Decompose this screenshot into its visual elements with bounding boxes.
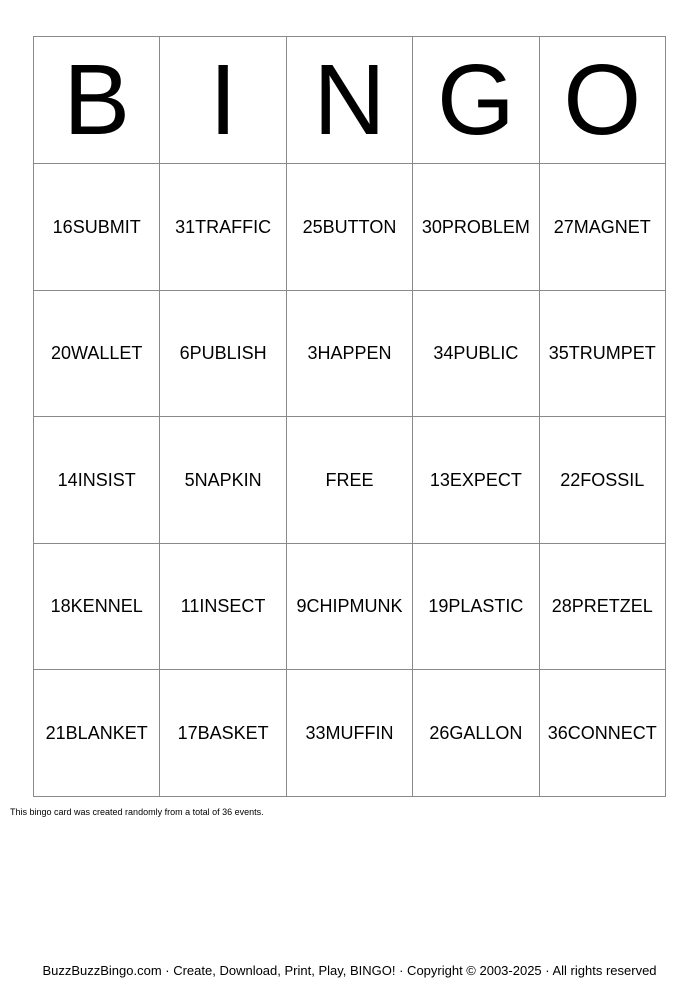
bingo-cell: 25BUTTON (286, 164, 412, 291)
bingo-cell: 21BLANKET (34, 670, 160, 797)
bingo-card (33, 36, 666, 797)
bingo-cell: 3HAPPEN (286, 291, 412, 417)
bingo-cell: 6PUBLISH (160, 291, 286, 417)
bingo-row (34, 291, 666, 417)
header-letter-i: I (160, 37, 286, 164)
bingo-cell: 14INSIST (34, 417, 160, 544)
bingo-cell: 16SUBMIT (34, 164, 160, 291)
bingo-cell: 17BASKET (160, 670, 286, 797)
bingo-cell: 9CHIPMUNK (286, 544, 412, 670)
bingo-cell: 30PROBLEM (413, 164, 539, 291)
bingo-cell: 19PLASTIC (413, 544, 539, 670)
page-footer: BuzzBuzzBingo.com · Create, Download, Print, Play, BINGO! · Copyright © 2003-2025 · All rights reserved (42, 963, 657, 978)
bingo-cell: 27MAGNET (539, 164, 665, 291)
bingo-row (34, 164, 666, 291)
bingo-cell: 28PRETZEL (539, 544, 665, 670)
header-letter-o: O (539, 37, 665, 164)
bingo-cell: 13EXPECT (413, 417, 539, 544)
bingo-header-row (34, 37, 666, 164)
bingo-cell: 5NAPKIN (160, 417, 286, 544)
bingo-cell: 18KENNEL (34, 544, 160, 670)
header-letter-g: G (413, 37, 539, 164)
header-letter-b: B (34, 37, 160, 164)
bingo-row (34, 417, 666, 544)
header-letter-n: N (286, 37, 412, 164)
free-space-cell: FREE (286, 417, 412, 544)
card-generation-note: This bingo card was created randomly from a total of 36 events. (10, 807, 264, 817)
bingo-row (34, 670, 666, 797)
bingo-cell: 22FOSSIL (539, 417, 665, 544)
bingo-cell: 35TRUMPET (539, 291, 665, 417)
bingo-cell: 33MUFFIN (286, 670, 412, 797)
bingo-cell: 20WALLET (34, 291, 160, 417)
bingo-row (34, 544, 666, 670)
bingo-cell: 36CONNECT (539, 670, 665, 797)
bingo-cell: 31TRAFFIC (160, 164, 286, 291)
bingo-cell: 34PUBLIC (413, 291, 539, 417)
bingo-cell: 11INSECT (160, 544, 286, 670)
bingo-cell: 26GALLON (413, 670, 539, 797)
